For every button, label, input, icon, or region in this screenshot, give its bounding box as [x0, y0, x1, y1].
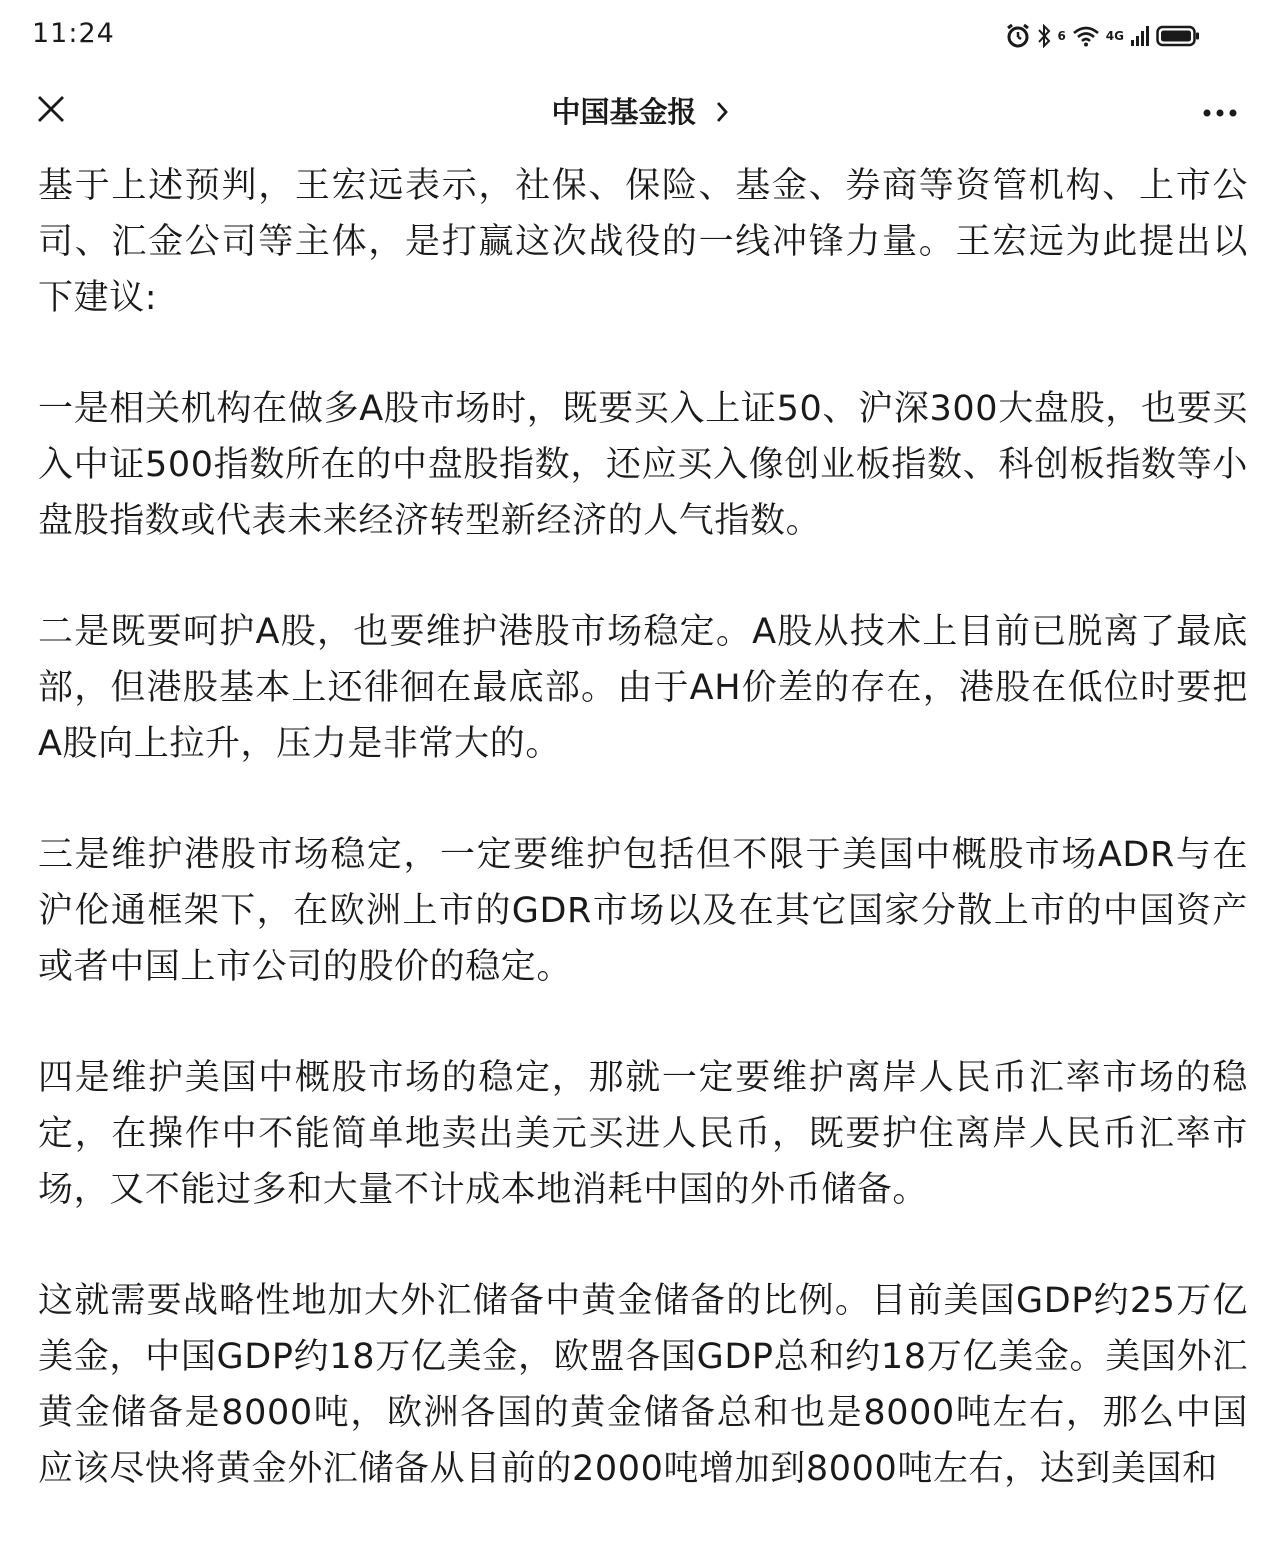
status-icons	[1005, 22, 1200, 50]
more-button[interactable]	[1200, 92, 1240, 132]
chevron-right-icon	[715, 97, 729, 131]
status-time: 11:24	[32, 18, 115, 49]
article-body	[38, 158, 1248, 1552]
article-paragraph: 二是既要呵护A股，也要维护港股市场稳定。A股从技术上目前已脱离了最底部，但港股基本上还徘徊在最底部。由于AH价差的存在，港股在低位时要把A股向上拉升，压力是非常大的。	[38, 612, 1248, 764]
wifi-icon	[1072, 25, 1100, 47]
more-icon	[1202, 103, 1238, 122]
page-title: 中国基金报	[551, 95, 697, 129]
article-paragraph: 一是相关机构在做多A股市场时，既要买入上证50、沪深300大盘股，也要买入中证500指数所在的中盘股指数，还应买入像创业板指数、科创板指数等小盘股指数或代表未来经济转型新经济的人气指数。	[38, 389, 1248, 541]
alarm-icon	[1005, 23, 1031, 49]
article-paragraph: 基于上述预判，王宏远表示，社保、保险、基金、券商等资管机构、上市公司、汇金公司等主体，是打赢这次战役的一线冲锋力量。王宏远为此提出以下建议:	[38, 166, 1248, 318]
article-paragraph: 这就需要战略性地加大外汇储备中黄金储备的比例。目前美国GDP约25万亿美金，中国GDP约18万亿美金，欧盟各国GDP总和约18万亿美金。美国外汇黄金储备是8000吨，欧洲各国的黄金储备总和也是8000吨左右，那么中国应该尽快将黄金外汇储备从目前的2000吨增加到8000吨左右，达到美国和	[38, 1281, 1248, 1489]
bluetooth-icon	[1037, 24, 1051, 48]
article-paragraph: 四是维护美国中概股市场的稳定，那就一定要维护离岸人民币汇率市场的稳定，在操作中不能简单地卖出美元买进人民币，既要护住离岸人民币汇率市场，又不能过多和大量不计成本地消耗中国的外币储备。	[38, 1058, 1248, 1210]
article-paragraph: 三是维护港股市场稳定，一定要维护包括但不限于美国中概股市场ADR与在沪伦通框架下，在欧洲上市的GDR市场以及在其它国家分散上市的中国资产或者中国上市公司的股价的稳定。	[38, 835, 1248, 987]
signal-label: 6	[1057, 29, 1066, 43]
nav-bar	[0, 72, 1280, 150]
status-bar	[0, 0, 1280, 72]
cell-signal-icon	[1130, 25, 1150, 47]
account-title-link[interactable]	[0, 90, 1280, 131]
battery-icon	[1156, 25, 1200, 47]
network-label: 4G	[1105, 29, 1124, 43]
